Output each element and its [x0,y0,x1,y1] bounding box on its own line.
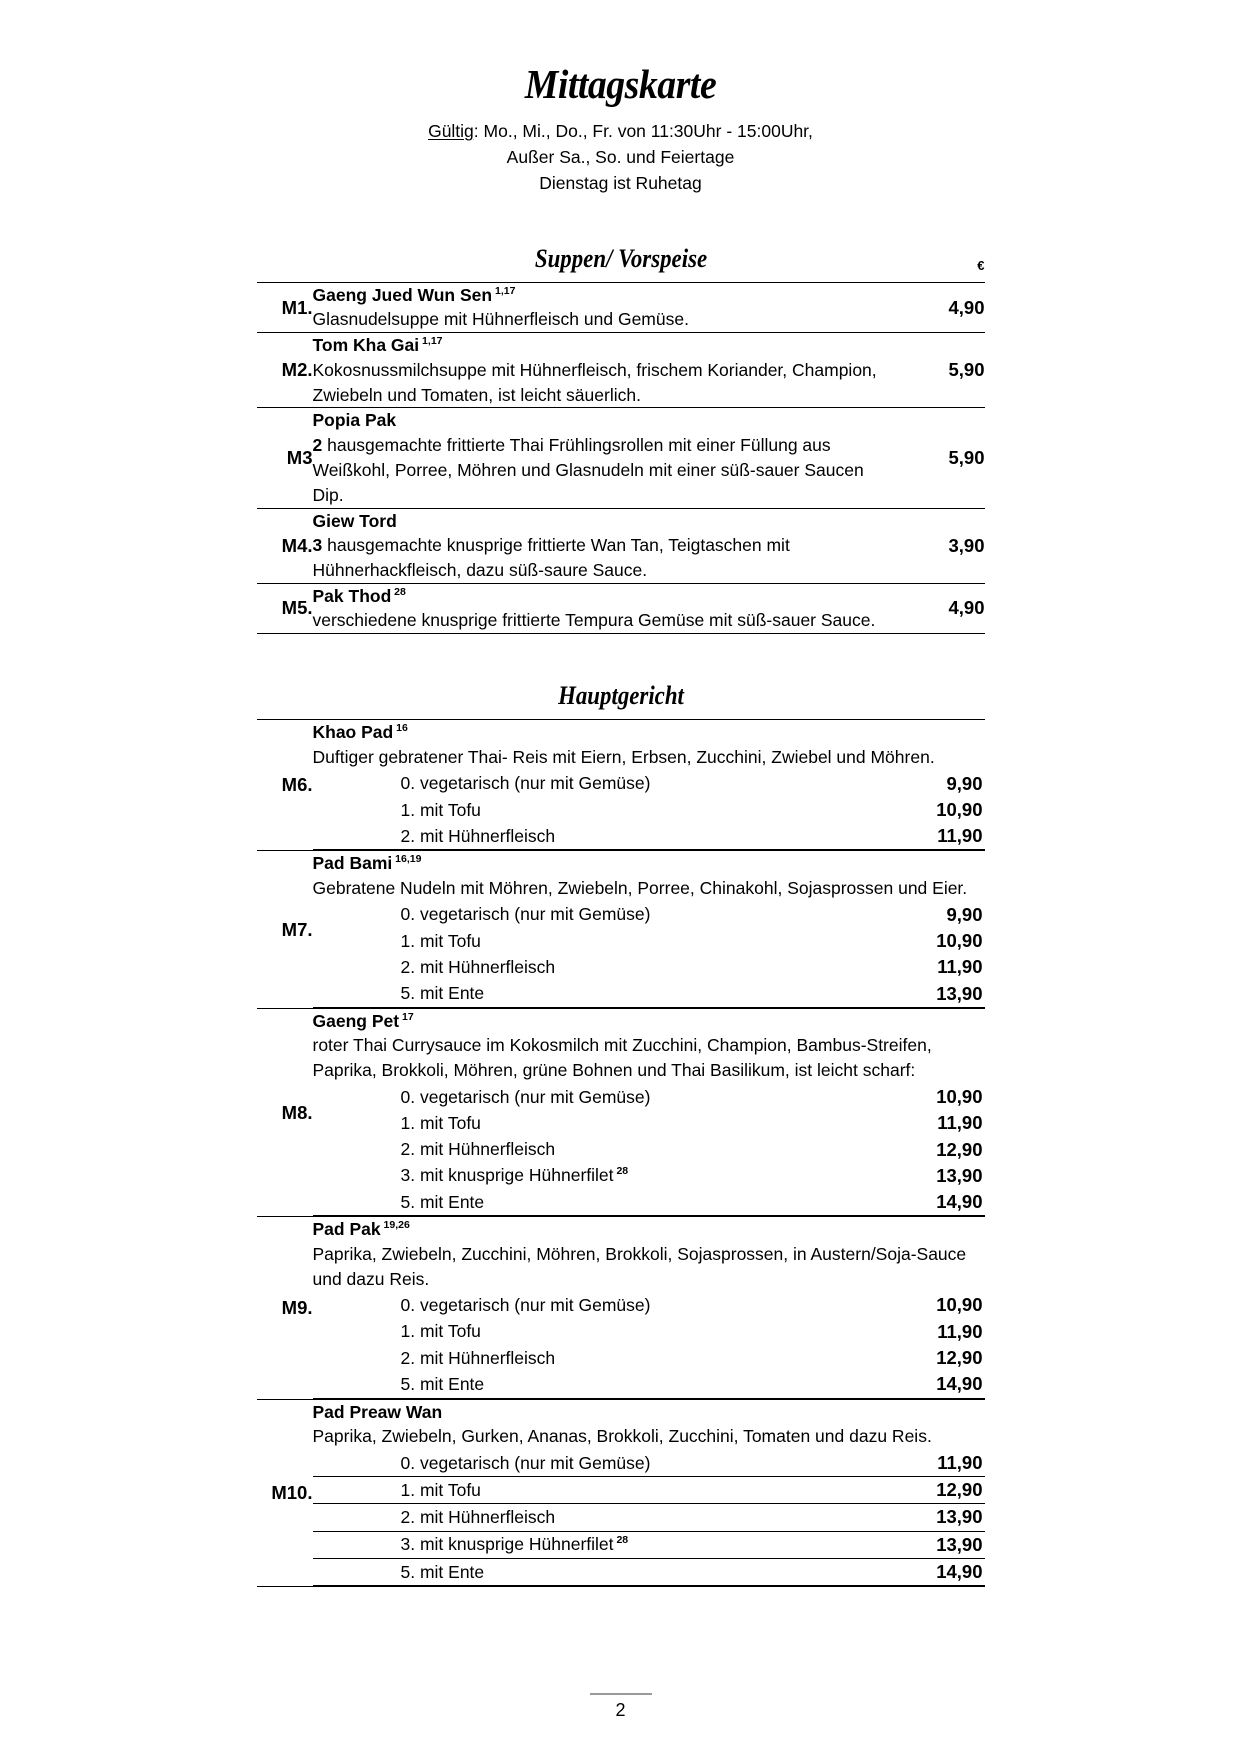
variant-label: 0. vegetarisch (nur mit Gemüse) [400,1086,651,1107]
variant-row[interactable] [313,823,985,850]
variant-label: 3. mit knusprige Hühnerfilet $^{28}$ [313,1531,889,1558]
variant-row[interactable] [313,981,985,1008]
variant-row[interactable] [313,771,985,797]
validity-note [0,119,1241,197]
menu-item-number: M7. [257,851,313,1008]
footer-divider [590,1693,652,1695]
menu-item-row[interactable] [257,333,985,408]
allergen-marker: 1,17 [492,285,516,298]
menu-item-price: 4,90 [891,583,985,633]
variant-row[interactable] [313,1110,985,1136]
currency-symbol: € [977,257,985,273]
variant-price: 10,90 [936,798,983,820]
variant-label: 2. mit Hühnerfleisch [400,1139,556,1160]
variant-price: 13,90 [889,1531,985,1558]
variant-label: 5. mit Ente [313,981,889,1008]
variant-price: 10,90 [936,1294,983,1316]
variant-row[interactable] [313,1371,985,1398]
variant-row[interactable] [313,1450,985,1477]
spacer [0,197,1241,243]
menu-item-price: 3,90 [891,508,985,583]
dish-description: Paprika, Zwiebeln, Zucchini, Möhren, Brokkoli, Sojasprossen, in Austern/Soja-Sauce und dazu Reis. [312,1243,967,1289]
variant-price: 9,90 [946,903,983,925]
variant-price: 13,90 [889,981,985,1008]
dish-description: 3 hausgemachte knusprige frittierte Wan Tan, Teigtaschen mit Hühnerhackfleisch, dazu süß-saure Sauce. [312,535,790,580]
variant-label: 5. mit Ente [313,1371,889,1398]
menu-item-number: M3 [257,408,313,508]
menu-item-body [313,333,891,408]
dish-description: Kokosnussmilchsuppe mit Hühnerfleisch, frischem Koriander, Champion, Zwiebeln und Tomaten, ist leicht säuerlich. [312,359,877,405]
menu-item-number: M9. [257,1217,313,1399]
dish-name: Giew Tord [312,510,397,531]
menu-item-row[interactable] [257,1399,985,1587]
variant-row[interactable] [313,902,985,928]
dish-description: 2 hausgemachte frittierte Thai Frühlingsrollen mit einer Füllung aus Weißkohl, Porree, Möhren und Glasnudeln mit einer süß-sauer Saucen Dip. [312,434,864,505]
variant-price: 12,90 [936,1138,983,1160]
dish-name: Popia Pak [312,410,397,431]
menu-sections [0,243,1241,1587]
menu-item-row[interactable] [257,851,985,1008]
variant-label: 2. mit Hühnerfleisch [313,823,889,850]
allergen-marker: 28 [613,1165,629,1178]
dish-quantity: 2 [312,434,328,455]
menu-table [257,719,985,1587]
validity-label: Gültig [428,121,474,142]
dish-description: Gebratene Nudeln mit Möhren, Zwiebeln, Porree, Chinakohl, Sojasprossen und Eier. [312,877,968,898]
spacer [0,274,1241,282]
menu-item-number: M8. [257,1008,313,1217]
variant-row[interactable] [313,1189,985,1216]
menu-item-row[interactable] [257,408,985,508]
variant-label: 3. mit knusprige Hühnerfilet $^{28}$ [400,1165,629,1186]
menu-item-body [313,408,891,508]
validity-line: Dienstag ist Ruhetag [539,172,702,193]
dish-quantity: 3 [312,535,328,556]
variant-price: 11,90 [937,1112,983,1134]
variant-price: 12,90 [889,1477,985,1504]
variant-list [313,1292,985,1398]
variant-price: 13,90 [936,1164,983,1186]
variant-row[interactable] [313,1163,985,1189]
menu-item-number: M1. [257,282,313,332]
allergen-marker: 19,26 [380,1219,410,1232]
variant-price: 10,90 [936,1085,983,1107]
dish-name: Pad Pak $^{19,26}$ [312,1219,410,1240]
variant-price: 12,90 [936,1347,983,1369]
allergen-marker: 16 [393,722,408,735]
dish-name: Pad Bami $^{16,19}$ [312,853,422,874]
variant-row[interactable] [313,1558,985,1585]
variant-list [313,1084,985,1216]
variant-row[interactable] [313,797,985,823]
variant-row[interactable] [313,1504,985,1531]
allergen-marker: 28 [391,585,406,598]
variant-price: 13,90 [889,1504,985,1531]
variant-row[interactable] [313,1292,985,1318]
menu-item-row[interactable] [257,508,985,583]
variant-list [313,902,985,1008]
allergen-marker: 16,19 [392,853,422,866]
menu-item-row[interactable] [257,1008,985,1217]
variant-label: 0. vegetarisch (nur mit Gemüse) [400,904,651,925]
variant-label: 2. mit Hühnerfleisch [313,1504,889,1531]
section-title: Suppen/ Vorspeise [534,243,707,273]
menu-item-row[interactable] [257,282,985,332]
section-title: Hauptgericht [557,681,684,711]
allergen-marker: 1,17 [419,335,443,348]
menu-item-body [313,1008,985,1217]
menu-item-body [313,508,891,583]
dish-description: Duftiger gebratener Thai- Reis mit Eiern, Erbsen, Zucchini, Zwiebel und Möhren. [312,746,935,767]
variant-label: 1. mit Tofu [400,930,481,951]
dish-name: Gaeng Pet $^{17}$ [312,1010,414,1031]
variant-row[interactable] [313,1531,985,1558]
dish-description: Glasnudelsuppe mit Hühnerfleisch und Gemüse. [312,309,689,330]
menu-item-price: 5,90 [891,333,985,408]
variant-row[interactable] [313,1084,985,1110]
dish-name: Pak Thod $^{28}$ [312,585,406,606]
menu-table [257,282,985,634]
variant-price: 14,90 [889,1371,985,1398]
menu-item-number: M2. [257,333,313,408]
menu-item-number: M6. [257,720,313,851]
variant-list [313,1450,985,1586]
menu-item-price: 4,90 [891,282,985,332]
variant-label: 0. vegetarisch (nur mit Gemüse) [400,1295,651,1316]
dish-name: Khao Pad $^{16}$ [312,722,408,743]
menu-item-number: M10. [257,1399,313,1587]
variant-row[interactable] [313,954,985,980]
variant-label: 1. mit Tofu [313,1477,889,1504]
menu-item-number: M4. [257,508,313,583]
spacer [0,711,1241,719]
section-spacer [0,634,1241,680]
dish-description: roter Thai Currysauce im Kokosmilch mit Zucchini, Champion, Bambus-Streifen, Paprika, Brokkoli, Möhren, grüne Bohnen und Thai Basilikum, ist leicht scharf: [312,1035,932,1081]
dish-name: Tom Kha Gai $^{1,17}$ [312,335,443,356]
menu-item-body [313,720,985,851]
validity-line: Gültig: Mo., Mi., Do., Fr. von 11:30Uhr - 15:00Uhr, [428,121,813,142]
allergen-marker: 17 [399,1010,414,1023]
variant-row[interactable] [313,1319,985,1345]
variant-price: 11,90 [889,1450,985,1477]
menu-item-body [313,282,891,332]
menu-item-row[interactable] [257,1217,985,1399]
page-title: Mittagskarte [524,61,717,107]
page-number: 2 [615,1700,626,1720]
variant-label: 0. vegetarisch (nur mit Gemüse) [400,773,651,794]
menu-item-price: 5,90 [891,408,985,508]
menu-item-body [313,851,985,1008]
variant-label: 1. mit Tofu [400,1112,481,1133]
allergen-marker: 28 [613,1534,629,1547]
variant-price: 9,90 [946,772,983,794]
variant-row[interactable] [313,1477,985,1504]
variant-label: 0. vegetarisch (nur mit Gemüse) [313,1450,889,1477]
dish-description: verschiedene knusprige frittierte Tempura Gemüse mit süß-sauer Sauce. [312,610,876,631]
dish-name: Pad Preaw Wan [312,1401,443,1422]
variant-price: 14,90 [889,1558,985,1585]
variant-price: 11,90 [937,956,983,978]
variant-list [313,771,985,851]
page-footer [0,1693,1241,1719]
variant-price: 11,90 [889,823,985,850]
variant-row[interactable] [313,1137,985,1163]
variant-label: 1. mit Tofu [400,799,481,820]
variant-price: 14,90 [889,1189,985,1216]
variant-price: 11,90 [937,1320,983,1342]
menu-item-row[interactable] [257,583,985,633]
variant-label: 2. mit Hühnerfleisch [400,956,556,977]
dish-name: Gaeng Jued Wun Sen $^{1,17}$ [312,284,516,305]
menu-item-number: M5. [257,583,313,633]
dish-description: Paprika, Zwiebeln, Gurken, Ananas, Brokkoli, Zucchini, Tomaten und dazu Reis. [312,1426,932,1447]
variant-label: 5. mit Ente [313,1189,889,1216]
variant-row[interactable] [313,1345,985,1371]
variant-label: 2. mit Hühnerfleisch [400,1347,556,1368]
menu-item-body [313,583,891,633]
section-header [257,243,985,274]
variant-label: 5. mit Ente [313,1558,889,1585]
menu-item-row[interactable] [257,720,985,851]
variant-label: 1. mit Tofu [400,1321,481,1342]
menu-item-body [313,1217,985,1399]
section-header [257,680,985,711]
menu-item-body [313,1399,985,1587]
variant-row[interactable] [313,928,985,954]
validity-line: Außer Sa., So. und Feiertage [506,146,735,167]
variant-price: 10,90 [936,929,983,951]
